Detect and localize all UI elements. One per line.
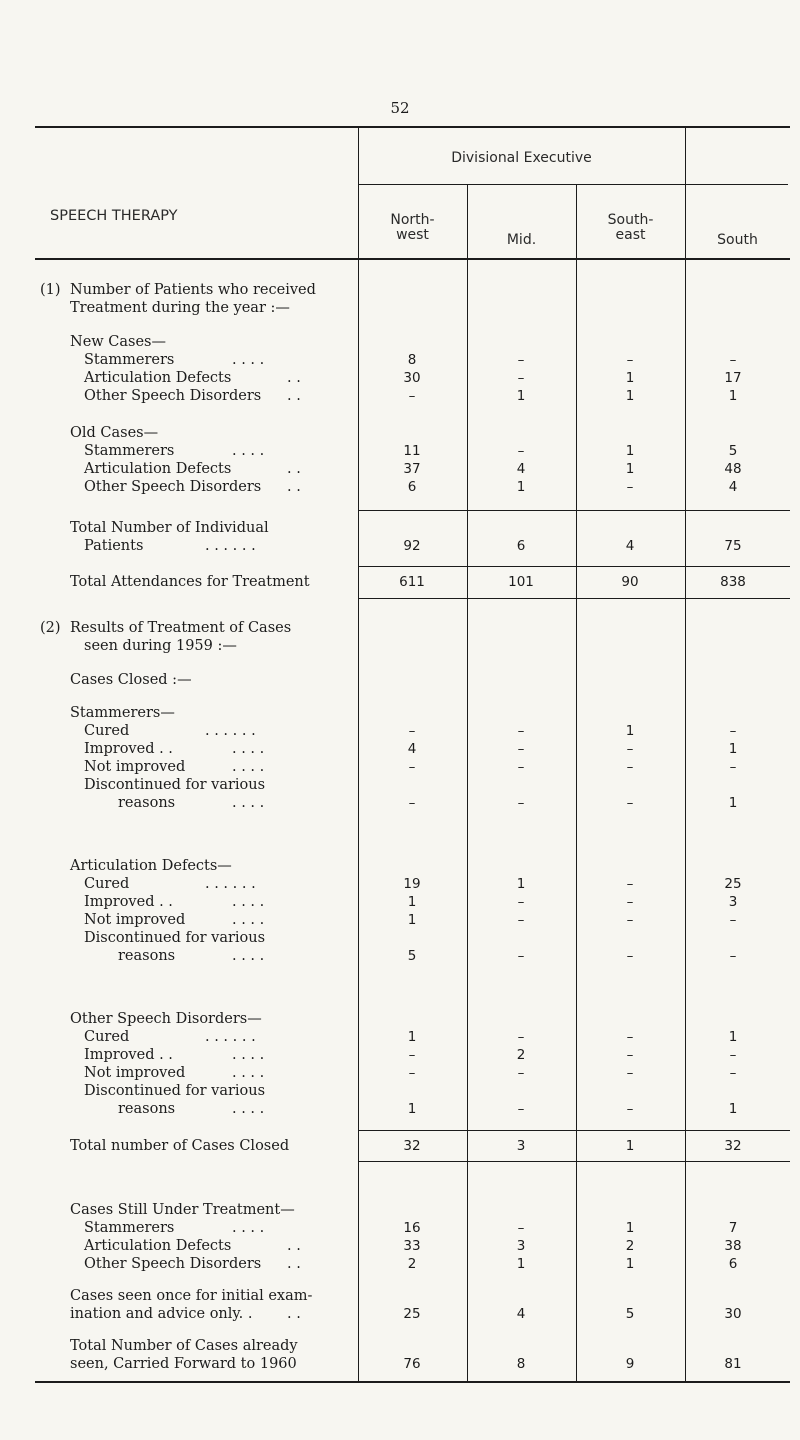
value-cell: 6 bbox=[516, 538, 526, 554]
row-label-cont: reasons bbox=[118, 948, 176, 964]
value-cell: 4 bbox=[728, 479, 738, 495]
total-individual-label-cont: Patients bbox=[84, 538, 144, 554]
leader-dots: . . bbox=[287, 388, 301, 404]
row-label: Articulation Defects bbox=[84, 370, 232, 386]
value-cell: 1 bbox=[625, 1220, 635, 1236]
col-header-line1: South bbox=[717, 232, 758, 248]
value-cell: 48 bbox=[724, 461, 742, 477]
col-header-line2: east bbox=[615, 227, 646, 243]
group-heading: Stammerers— bbox=[70, 705, 175, 721]
leader-dots: . . . . bbox=[232, 352, 265, 368]
leader-dots: . . . . bbox=[232, 759, 265, 775]
value-cell: 32 bbox=[403, 1138, 421, 1154]
value-cell: 4 bbox=[407, 741, 417, 757]
value-cell: – bbox=[626, 948, 634, 964]
value-cell: 3 bbox=[728, 894, 738, 910]
value-cell: 5 bbox=[407, 948, 417, 964]
value-cell: – bbox=[626, 876, 634, 892]
row-label: Stammerers bbox=[84, 352, 175, 368]
col-line-1 bbox=[358, 127, 359, 1382]
row-label: Other Speech Disorders bbox=[84, 479, 262, 495]
value-cell: – bbox=[626, 1029, 634, 1045]
subheading-new-cases: New Cases— bbox=[70, 334, 166, 350]
col-header-line1: Mid. bbox=[506, 232, 537, 248]
rule-after-attendances bbox=[358, 598, 790, 599]
value-cell: – bbox=[517, 759, 525, 775]
value-cell: 6 bbox=[407, 479, 417, 495]
col-line-3 bbox=[576, 184, 577, 1382]
value-cell: 1 bbox=[625, 370, 635, 386]
total-closed-label: Total number of Cases Closed bbox=[70, 1138, 290, 1154]
value-cell: 4 bbox=[516, 1306, 526, 1322]
value-cell: 1 bbox=[728, 388, 738, 404]
value-cell: 25 bbox=[403, 1306, 421, 1322]
leader-dots: . . . . . . bbox=[205, 876, 256, 892]
value-cell: – bbox=[517, 370, 525, 386]
value-cell: 81 bbox=[724, 1356, 742, 1372]
leader-dots: . . . . bbox=[232, 1220, 265, 1236]
section-title: Number of Patients who received bbox=[70, 282, 316, 298]
value-cell: – bbox=[626, 894, 634, 910]
rule-before-total-closed bbox=[358, 1130, 790, 1131]
value-cell: – bbox=[408, 1047, 416, 1063]
leader-dots: . . . . . . bbox=[205, 1029, 256, 1045]
leader-dots: . . . . bbox=[232, 948, 265, 964]
value-cell: 6 bbox=[728, 1256, 738, 1272]
row-label: Discontinued for various bbox=[84, 930, 266, 946]
value-cell: – bbox=[517, 723, 525, 739]
leader-dots: . . bbox=[287, 1306, 301, 1322]
value-cell: 19 bbox=[403, 876, 421, 892]
value-cell: 1 bbox=[728, 795, 738, 811]
row-label: Other Speech Disorders bbox=[84, 1256, 262, 1272]
value-cell: – bbox=[517, 1220, 525, 1236]
leader-dots: . . . . bbox=[232, 795, 265, 811]
leader-dots: . . bbox=[287, 479, 301, 495]
value-cell: 1 bbox=[407, 912, 417, 928]
value-cell: – bbox=[408, 795, 416, 811]
value-cell: 4 bbox=[625, 538, 635, 554]
value-cell: 30 bbox=[403, 370, 421, 386]
leader-dots: . . . . bbox=[232, 912, 265, 928]
value-cell: – bbox=[626, 741, 634, 757]
value-cell: – bbox=[517, 1101, 525, 1117]
row-label: Cured bbox=[84, 876, 130, 892]
row-label: Discontinued for various bbox=[84, 1083, 266, 1099]
leader-dots: . . . . bbox=[232, 894, 265, 910]
value-cell: 1 bbox=[516, 876, 526, 892]
page-number: 52 bbox=[390, 99, 410, 117]
value-cell: – bbox=[626, 1101, 634, 1117]
section-number: (2) bbox=[40, 620, 61, 636]
leader-dots: . . . . bbox=[232, 1065, 265, 1081]
group-header: Divisional Executive bbox=[451, 150, 592, 166]
col-header-south bbox=[685, 233, 790, 248]
header-rule bbox=[35, 258, 790, 260]
value-cell: 2 bbox=[516, 1047, 526, 1063]
value-cell: 1 bbox=[625, 723, 635, 739]
value-cell: – bbox=[729, 352, 737, 368]
row-label: Cured bbox=[84, 1029, 130, 1045]
row-label: Articulation Defects bbox=[84, 461, 232, 477]
value-cell: 17 bbox=[724, 370, 742, 386]
value-cell: 1 bbox=[625, 1256, 635, 1272]
value-cell: 30 bbox=[724, 1306, 742, 1322]
value-cell: 32 bbox=[724, 1138, 742, 1154]
row-label: Discontinued for various bbox=[84, 777, 266, 793]
value-cell: – bbox=[408, 1065, 416, 1081]
value-cell: – bbox=[408, 388, 416, 404]
section-number: (1) bbox=[40, 282, 61, 298]
value-cell: 75 bbox=[724, 538, 742, 554]
rule-before-total-individual bbox=[358, 510, 790, 511]
value-cell: – bbox=[517, 352, 525, 368]
leader-dots: . . bbox=[287, 461, 301, 477]
col-header-northwest bbox=[358, 213, 467, 243]
value-cell: 33 bbox=[403, 1238, 421, 1254]
col-line-2 bbox=[467, 184, 468, 1382]
value-cell: – bbox=[626, 479, 634, 495]
value-cell: – bbox=[626, 912, 634, 928]
section-title: Results of Treatment of Cases bbox=[70, 620, 292, 636]
leader-dots: . . . . . . bbox=[205, 723, 256, 739]
value-cell: – bbox=[517, 948, 525, 964]
leader-dots: . . . . bbox=[232, 1101, 265, 1117]
value-cell: – bbox=[517, 894, 525, 910]
total-individual-label: Total Number of Individual bbox=[70, 520, 269, 536]
value-cell: – bbox=[626, 795, 634, 811]
bottom-rule bbox=[35, 1381, 790, 1383]
row-label: Improved . . bbox=[84, 894, 173, 910]
section-title-cont: seen during 1959 :— bbox=[84, 638, 237, 654]
leader-dots: . . bbox=[287, 370, 301, 386]
leader-dots: . . . . bbox=[232, 741, 265, 757]
value-cell: 1 bbox=[407, 1101, 417, 1117]
row-label-cont: reasons bbox=[118, 1101, 176, 1117]
value-cell: 3 bbox=[516, 1238, 526, 1254]
value-cell: 8 bbox=[407, 352, 417, 368]
value-cell: 1 bbox=[516, 388, 526, 404]
group-heading: Articulation Defects— bbox=[70, 858, 232, 874]
value-cell: – bbox=[517, 1065, 525, 1081]
col-line-4 bbox=[685, 127, 686, 1382]
row-label: Not improved bbox=[84, 759, 186, 775]
seen-once-label: Cases seen once for initial exam- bbox=[70, 1288, 313, 1304]
row-label: Not improved bbox=[84, 1065, 186, 1081]
value-cell: 1 bbox=[728, 1101, 738, 1117]
value-cell: – bbox=[517, 912, 525, 928]
value-cell: – bbox=[729, 948, 737, 964]
value-cell: 1 bbox=[625, 461, 635, 477]
row-label: Not improved bbox=[84, 912, 186, 928]
value-cell: 1 bbox=[516, 479, 526, 495]
value-cell: – bbox=[729, 1065, 737, 1081]
value-cell: – bbox=[626, 352, 634, 368]
value-cell: – bbox=[626, 1047, 634, 1063]
value-cell: – bbox=[729, 759, 737, 775]
row-label: Stammerers bbox=[84, 443, 175, 459]
value-cell: 25 bbox=[724, 876, 742, 892]
value-cell: 7 bbox=[728, 1220, 738, 1236]
value-cell: – bbox=[729, 1047, 737, 1063]
row-label: Improved . . bbox=[84, 1047, 173, 1063]
value-cell: 38 bbox=[724, 1238, 742, 1254]
attendances-label: Total Attendances for Treatment bbox=[70, 574, 310, 590]
leader-dots: . . bbox=[287, 1256, 301, 1272]
value-cell: 1 bbox=[407, 894, 417, 910]
col-header-line1: North- bbox=[390, 212, 435, 228]
subheading-old-cases: Old Cases— bbox=[70, 425, 159, 441]
rule-before-attendances bbox=[358, 566, 790, 567]
value-cell: 92 bbox=[403, 538, 421, 554]
value-cell: – bbox=[408, 723, 416, 739]
leader-dots: . . . . . . bbox=[205, 538, 256, 554]
value-cell: 2 bbox=[625, 1238, 635, 1254]
rule-after-total-closed bbox=[358, 1161, 790, 1162]
row-label: Stammerers bbox=[84, 1220, 175, 1236]
value-cell: – bbox=[517, 741, 525, 757]
value-cell: – bbox=[517, 1029, 525, 1045]
row-label: Other Speech Disorders bbox=[84, 388, 262, 404]
value-cell: 1 bbox=[728, 1029, 738, 1045]
section-title-cont: Treatment during the year :— bbox=[70, 300, 290, 316]
row-label: Cured bbox=[84, 723, 130, 739]
subheading-still-under-treatment: Cases Still Under Treatment— bbox=[70, 1202, 295, 1218]
value-cell: 90 bbox=[621, 574, 639, 590]
group-heading: Other Speech Disorders— bbox=[70, 1011, 262, 1027]
value-cell: – bbox=[517, 443, 525, 459]
value-cell: 5 bbox=[625, 1306, 635, 1322]
subheading-cases-closed: Cases Closed :— bbox=[70, 672, 192, 688]
leader-dots: . . . . bbox=[232, 1047, 265, 1063]
value-cell: 3 bbox=[516, 1138, 526, 1154]
value-cell: 1 bbox=[516, 1256, 526, 1272]
value-cell: – bbox=[626, 1065, 634, 1081]
value-cell: 611 bbox=[399, 574, 425, 590]
col-header-line2: west bbox=[396, 227, 429, 243]
value-cell: 37 bbox=[403, 461, 421, 477]
row-label-cont: reasons bbox=[118, 795, 176, 811]
value-cell: 11 bbox=[403, 443, 421, 459]
carried-forward-label: Total Number of Cases already bbox=[70, 1338, 298, 1354]
col-header-southeast bbox=[576, 213, 685, 243]
row-label: Improved . . bbox=[84, 741, 173, 757]
leader-dots: . . bbox=[287, 1238, 301, 1254]
value-cell: 9 bbox=[625, 1356, 635, 1372]
value-cell: – bbox=[729, 912, 737, 928]
value-cell: 838 bbox=[720, 574, 746, 590]
value-cell: 1 bbox=[625, 388, 635, 404]
col-header-mid bbox=[467, 233, 576, 248]
value-cell: – bbox=[729, 723, 737, 739]
value-cell: – bbox=[408, 759, 416, 775]
leader-dots: . . . . bbox=[232, 443, 265, 459]
value-cell: 1 bbox=[407, 1029, 417, 1045]
value-cell: 8 bbox=[516, 1356, 526, 1372]
value-cell: 101 bbox=[508, 574, 534, 590]
seen-once-label-cont: ination and advice only. . bbox=[70, 1306, 253, 1322]
value-cell: 16 bbox=[403, 1220, 421, 1236]
table-title: SPEECH THERAPY bbox=[50, 208, 178, 224]
carried-forward-label-cont: seen, Carried Forward to 1960 bbox=[70, 1356, 297, 1372]
value-cell: – bbox=[517, 795, 525, 811]
top-rule bbox=[35, 126, 790, 128]
value-cell: 1 bbox=[728, 741, 738, 757]
value-cell: – bbox=[626, 759, 634, 775]
row-label: Articulation Defects bbox=[84, 1238, 232, 1254]
value-cell: 4 bbox=[516, 461, 526, 477]
value-cell: 1 bbox=[625, 1138, 635, 1154]
col-header-line1: South- bbox=[607, 212, 654, 228]
group-rule bbox=[358, 184, 788, 185]
value-cell: 5 bbox=[728, 443, 738, 459]
value-cell: 76 bbox=[403, 1356, 421, 1372]
value-cell: 1 bbox=[625, 443, 635, 459]
value-cell: 2 bbox=[407, 1256, 417, 1272]
